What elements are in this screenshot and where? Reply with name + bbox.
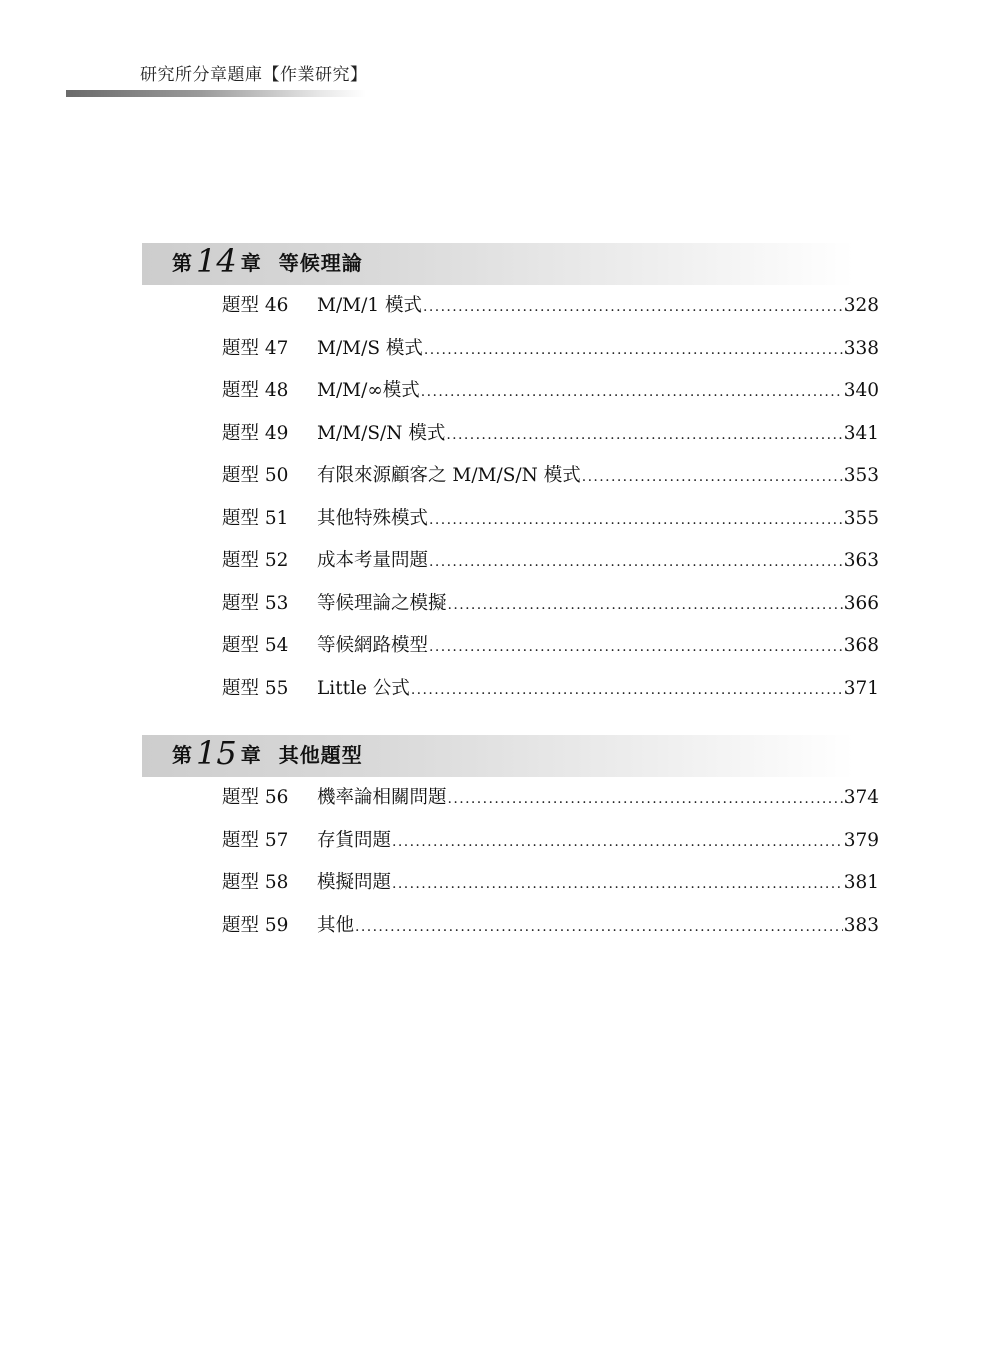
chapter-prefix: 第 [172, 743, 192, 767]
toc-entry-page: 340 [843, 380, 879, 401]
toc-entry-page: 368 [843, 635, 879, 656]
toc-leader-dots [392, 876, 843, 892]
toc-entry[interactable] [222, 911, 879, 954]
chapter-prefix: 第 [172, 251, 192, 275]
toc-entry[interactable] [222, 504, 879, 547]
toc-entry-page: 371 [843, 677, 879, 699]
toc-entry-title: 其他 [317, 914, 355, 936]
toc-entry-title: 機率論相關問題 [317, 787, 447, 808]
toc-entry-type: 題型 55 [222, 677, 289, 699]
toc-leader-dots [421, 384, 843, 400]
toc-list-chapter-14 [222, 291, 879, 716]
toc-entry[interactable] [222, 826, 879, 869]
toc-entry-title: 等候理論之模擬 [317, 592, 447, 614]
header-rule [66, 90, 366, 97]
toc-entry[interactable] [222, 631, 879, 674]
chapter-heading-15 [142, 735, 854, 777]
toc-entry-type: 題型 48 [222, 380, 289, 401]
toc-entry-page: 381 [843, 872, 879, 893]
toc-entry[interactable] [222, 376, 879, 419]
chapter-suffix: 章 [240, 251, 261, 275]
toc-leader-dots [411, 682, 843, 698]
toc-entry-type: 題型 47 [222, 337, 289, 359]
toc-entry-type: 題型 57 [222, 829, 289, 851]
toc-entry-type: 題型 59 [222, 914, 289, 936]
toc-entry-page: 338 [843, 337, 879, 359]
toc-leader-dots [429, 554, 843, 570]
toc-entry-page: 355 [843, 507, 879, 529]
toc-entry-title: M/M/1 模式 [317, 295, 423, 316]
toc-entry-title: 有限來源顧客之 M/M/S/N 模式 [317, 465, 581, 486]
toc-entry-type: 題型 53 [222, 592, 289, 614]
toc-entry-page: 374 [843, 787, 879, 808]
toc-entry[interactable] [222, 674, 879, 717]
toc-entry-page: 363 [843, 550, 879, 571]
toc-entry[interactable] [222, 783, 879, 826]
toc-entry-page: 341 [843, 422, 879, 444]
toc-leader-dots [448, 791, 843, 807]
toc-entry[interactable] [222, 291, 879, 334]
chapter-title: 等候理論 [278, 251, 363, 275]
chapter-heading-14 [142, 243, 854, 285]
toc-entry[interactable] [222, 461, 879, 504]
toc-entry[interactable] [222, 589, 879, 632]
toc-leader-dots [423, 299, 843, 315]
chapter-number: 14 [196, 242, 237, 280]
toc-entry-title: 其他特殊模式 [317, 507, 429, 529]
toc-entry[interactable] [222, 334, 879, 377]
toc-entry-title: M/M/S 模式 [317, 337, 423, 359]
toc-entry-type: 題型 58 [222, 872, 289, 893]
toc-entry[interactable] [222, 868, 879, 911]
toc-entry-title: 等候網路模型 [317, 635, 429, 656]
toc-entry[interactable] [222, 546, 879, 589]
toc-leader-dots [429, 512, 843, 528]
chapter-suffix: 章 [240, 743, 261, 767]
toc-entry-type: 題型 52 [222, 550, 289, 571]
toc-leader-dots [424, 342, 843, 358]
toc-entry-type: 題型 51 [222, 507, 289, 529]
toc-leader-dots [582, 469, 843, 485]
running-header [66, 60, 366, 97]
toc-entry-title: Little 公式 [317, 677, 410, 699]
toc-entry-type: 題型 50 [222, 465, 289, 486]
running-title: 研究所分章題庫【作業研究】 [140, 65, 368, 85]
toc-leader-dots [429, 639, 843, 655]
toc-entry-title: 成本考量問題 [317, 550, 429, 571]
toc-entry[interactable] [222, 419, 879, 462]
toc-entry-title: 模擬問題 [317, 872, 392, 893]
toc-entry-page: 328 [843, 295, 879, 316]
toc-list-chapter-15 [222, 783, 879, 953]
toc-entry-type: 題型 56 [222, 787, 289, 808]
toc-entry-title: M/M/∞模式 [317, 380, 420, 401]
toc-entry-page: 383 [843, 914, 879, 936]
toc-entry-page: 379 [843, 829, 879, 851]
toc-leader-dots [355, 919, 843, 935]
chapter-number: 15 [196, 734, 237, 772]
toc-leader-dots [392, 834, 843, 850]
toc-leader-dots [448, 597, 843, 613]
toc-entry-type: 題型 54 [222, 635, 289, 656]
toc-leader-dots [446, 427, 842, 443]
toc-entry-page: 353 [843, 465, 879, 486]
toc-entry-title: 存貨問題 [317, 829, 392, 851]
chapter-title: 其他題型 [278, 743, 363, 767]
toc-entry-type: 題型 49 [222, 422, 289, 444]
toc-entry-title: M/M/S/N 模式 [317, 422, 446, 444]
toc-entry-type: 題型 46 [222, 295, 289, 316]
toc-entry-page: 366 [843, 592, 879, 614]
